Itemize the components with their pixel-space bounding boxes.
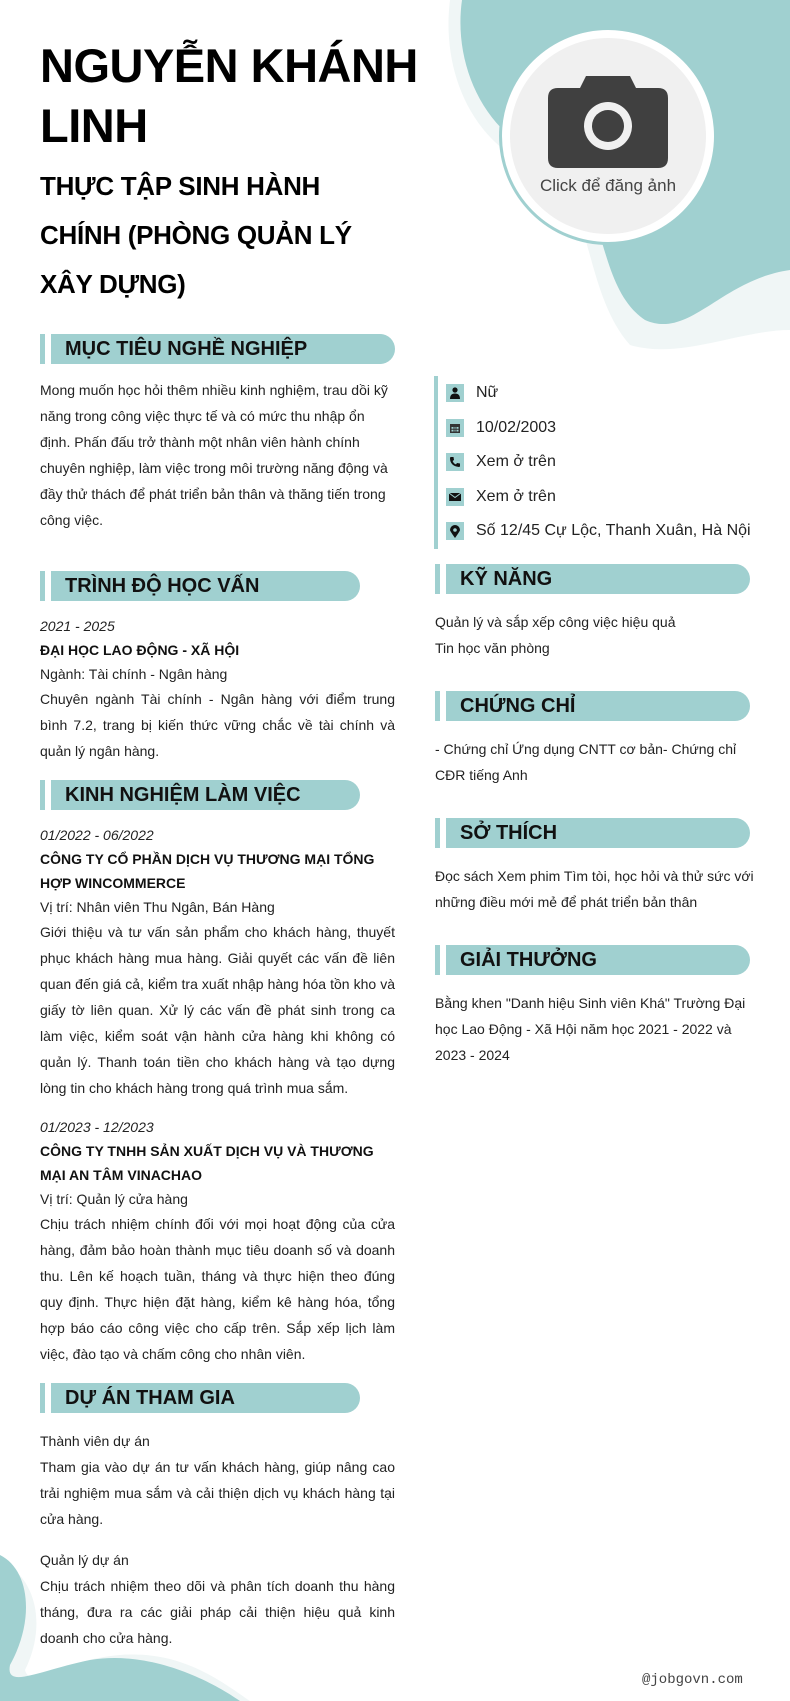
section-header-hobbies: SỞ THÍCH — [435, 818, 750, 848]
section-header-skills: KỸ NĂNG — [435, 564, 750, 594]
experience-entry-1: 01/2022 - 06/2022 CÔNG TY CỔ PHẦN DỊCH VỤ THƯƠNG MẠI TỔNG HỢP WINCOMMERCE Vị trí: Nhân viên Thu Ngân, Bán Hàng Giới thiệu và tư vấn sản phẩm cho khách hàng, thuyết phục khách hàng mua hàng. Giải quyết các vấn đề liên quan đến giá cả, kiểm tra xuất nhập hàng hóa tồn kho và giấy tờ liên quan. Xử lý các vấn đề phát sinh trong ca làm việc, kiểm soát vận hành cửa hàng khi không có quản lý. Thanh toán tiền cho khách hàng và tạo dựng lòng tin cho khách hàng trong quá trình mua sắm. — [40, 827, 395, 1096]
candidate-name: NGUYỄN KHÁNH LINH — [40, 39, 418, 152]
certificates-text: - Chứng chỉ Ứng dụng CNTT cơ bản- Chứng chỉ CĐR tiếng Anh — [435, 741, 737, 783]
section-header-experience: KINH NGHIỆM LÀM VIỆC — [40, 780, 360, 810]
section-header-objective: MỤC TIÊU NGHỀ NGHIỆP — [40, 334, 395, 364]
info-email: Xem ở trên — [446, 480, 764, 515]
info-dob: 10/02/2003 — [446, 411, 764, 446]
skill-item: Tin học văn phòng — [435, 640, 550, 656]
education-entry: 2021 - 2025 ĐẠI HỌC LAO ĐỘNG - XÃ HỘI Ngành: Tài chính - Ngân hàng Chuyên ngành Tài chính - Ngân hàng với điểm trung bình 7.2, trang bị kiến thức vững chắc về tài chính và quản lý ngân hàng. — [40, 618, 395, 759]
job-title: THỰC TẬP SINH HÀNH CHÍNH (PHÒNG QUẢN LÝ XÂY DỰNG) — [40, 171, 352, 299]
info-address: Số 12/45 Cự Lộc, Thanh Xuân, Hà Nội — [446, 514, 764, 549]
section-header-education: TRÌNH ĐỘ HỌC VẤN — [40, 571, 360, 601]
skill-item: Quản lý và sắp xếp công việc hiệu quả — [435, 614, 676, 630]
project-entry-1: Thành viên dự án Tham gia vào dự án tư vấn khách hàng, giúp nâng cao trải nghiệm mua sắm và cải thiện dịch vụ khách hàng tại cửa hàng. — [40, 1433, 395, 1527]
awards-text: Bằng khen "Danh hiệu Sinh viên Khá" Trường Đại học Lao Động - Xã Hội năm học 2021 - 2022 và 2023 - 2024 — [435, 995, 746, 1063]
skills-list — [435, 609, 755, 661]
avatar-upload-label: Click để đăng ảnh — [539, 176, 677, 195]
section-header-certificates: CHỨNG CHỈ — [435, 691, 750, 721]
location-pin-icon — [446, 522, 464, 540]
avatar-upload[interactable] — [499, 27, 717, 245]
email-icon — [446, 488, 464, 506]
calendar-icon — [446, 419, 464, 437]
section-header-projects: DỰ ÁN THAM GIA — [40, 1383, 360, 1413]
experience-entry-2: 01/2023 - 12/2023 CÔNG TY TNHH SẢN XUẤT DỊCH VỤ VÀ THƯƠNG MẠI AN TÂM VINACHAO Vị trí: Quản lý cửa hàng Chịu trách nhiệm chính đối với mọi hoạt động của cửa hàng, đảm bảo hoàn thành mục tiêu doanh số và doanh thu. Lên kế hoạch tuần, tháng và thực hiện theo đúng quy định. Thực hiện đặt hàng, kiểm kê hàng hóa, tổng hợp báo cáo công việc cho cấp trên. Sắp xếp lịch làm việc, đào tạo và chấm công cho nhân viên. — [40, 1119, 395, 1362]
person-icon — [446, 384, 464, 402]
info-phone: Xem ở trên — [446, 445, 764, 480]
watermark: @jobgovn.com — [642, 1672, 743, 1688]
phone-icon — [446, 453, 464, 471]
hobbies-text: Đọc sách Xem phim Tìm tòi, học hỏi và thử sức với những điều mới mẻ để phát triển bản thân — [435, 868, 754, 910]
objective-text: Mong muốn học hỏi thêm nhiều kinh nghiệm, trau dồi kỹ năng trong công việc thực tế và có mức thu nhập ổn định. Phấn đấu trở thành một nhân viên hành chính chuyên nghiệp, làm việc trong môi trường năng động và đầy thử thách để phát triển bản thân và thăng tiến trong công việc. — [40, 382, 388, 528]
personal-info — [434, 376, 764, 549]
project-entry-2: Quản lý dự án Chịu trách nhiệm theo dõi và phân tích doanh thu hàng tháng, đưa ra các giải pháp cải thiện hiệu quả kinh doanh cho cửa hàng. — [40, 1552, 395, 1646]
info-gender: Nữ — [446, 376, 764, 411]
camera-icon — [548, 76, 668, 168]
section-header-awards: GIẢI THƯỞNG — [435, 945, 750, 975]
